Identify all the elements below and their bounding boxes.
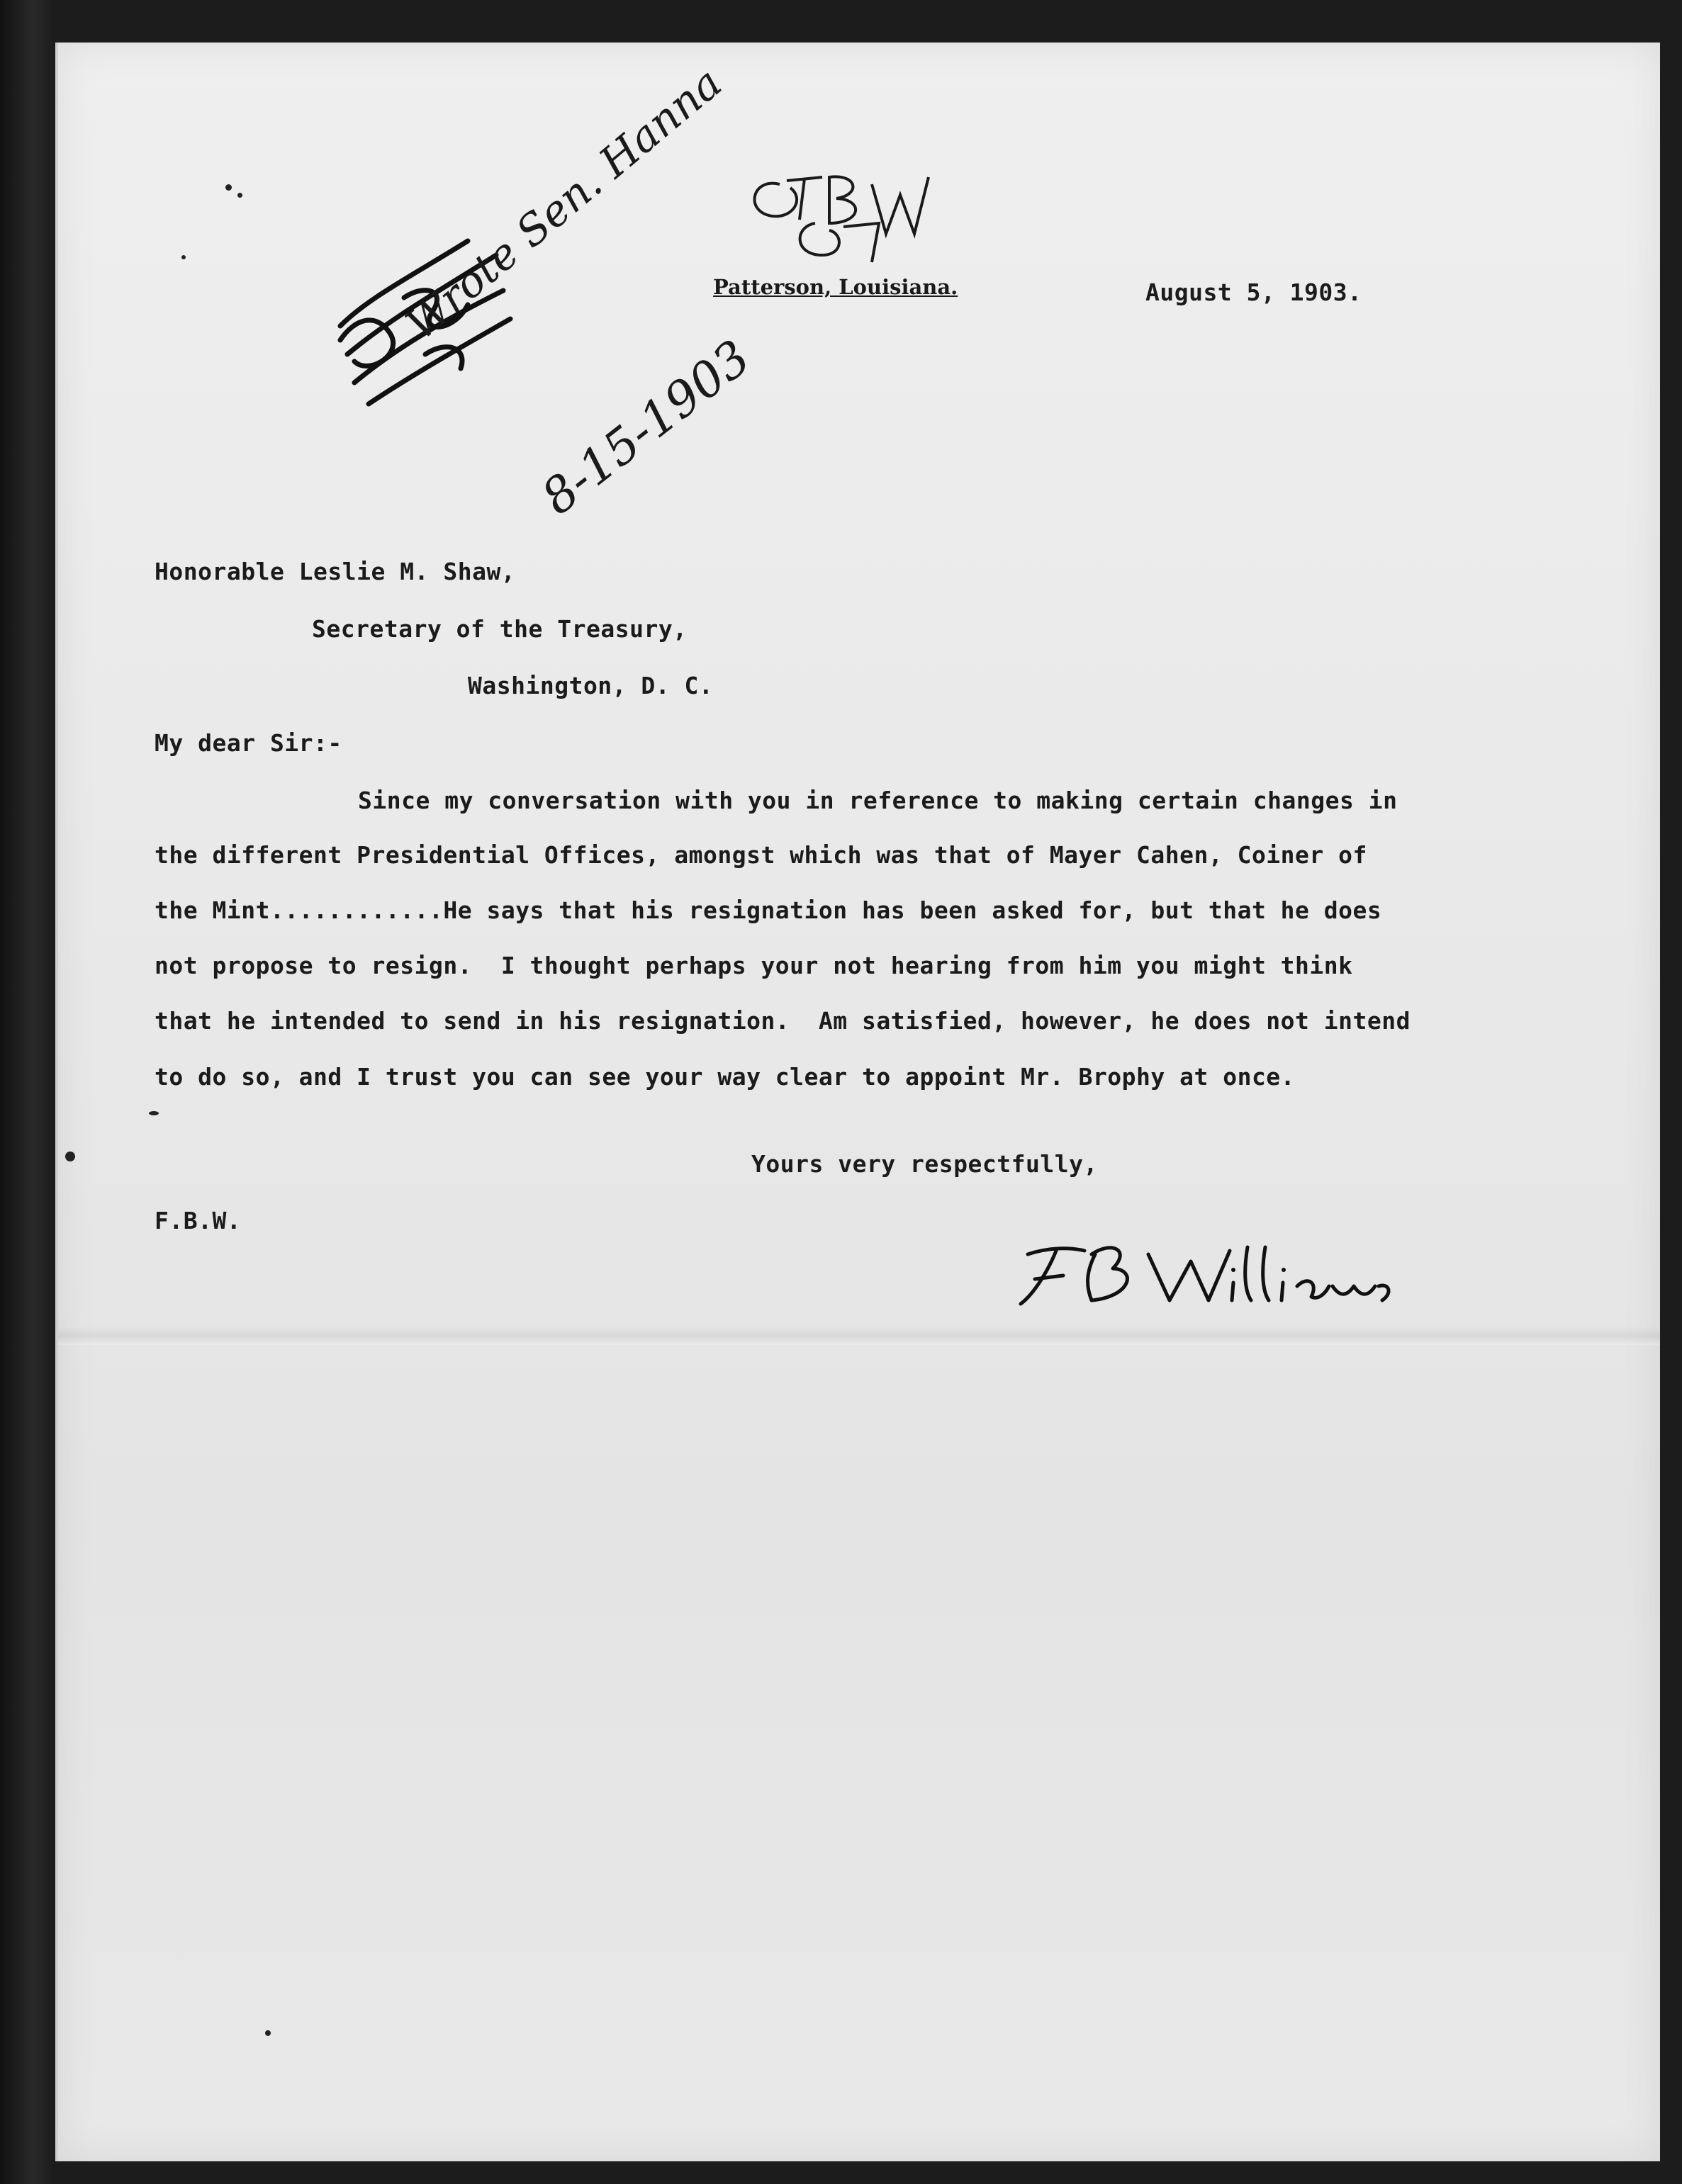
scan-border <box>0 0 55 2184</box>
handwritten-note-line2: 8-15-1903 <box>532 330 761 527</box>
speck <box>65 1152 75 1161</box>
body-line-6: to do so, and I trust you can see your way clear to appoint Mr. Brophy at once. <box>155 1063 1296 1091</box>
letter-page <box>55 43 1660 2161</box>
speck <box>237 193 242 198</box>
letterhead-monogram <box>737 156 943 269</box>
body-line-5: that he intended to send in his resignation. Am satisfied, however, he does not intend <box>155 1007 1411 1035</box>
handwritten-note-line1: Wrote Sen. Hanna <box>397 57 731 350</box>
speck <box>265 2030 271 2036</box>
address-line-1: Honorable Leslie M. Shaw, <box>155 558 516 585</box>
body-line-3: the Mint............He says that his resignation has been asked for, but that he does <box>155 896 1382 924</box>
address-line-2: Secretary of the Treasury, <box>312 615 688 643</box>
initials: F.B.W. <box>155 1207 242 1234</box>
speck <box>181 255 186 259</box>
speck <box>149 1111 159 1115</box>
paper-fold <box>58 1327 1660 1345</box>
letter-date: August 5, 1903. <box>1145 278 1362 306</box>
body-line-4: not propose to resign. I thought perhaps your not hearing from him you might think <box>155 952 1353 979</box>
closing: Yours very respectfully, <box>751 1150 1098 1178</box>
body-line-1: Since my conversation with you in reference to making certain changes in <box>358 787 1398 814</box>
address-line-3: Washington, D. C. <box>468 672 714 699</box>
salutation: My dear Sir:- <box>155 729 342 757</box>
signature <box>1007 1226 1403 1318</box>
speck <box>225 184 232 191</box>
letterhead-place: Patterson, Louisiana. <box>713 275 958 299</box>
body-line-2: the different Presidential Offices, amongst which was that of Mayer Cahen, Coiner of <box>155 841 1367 869</box>
